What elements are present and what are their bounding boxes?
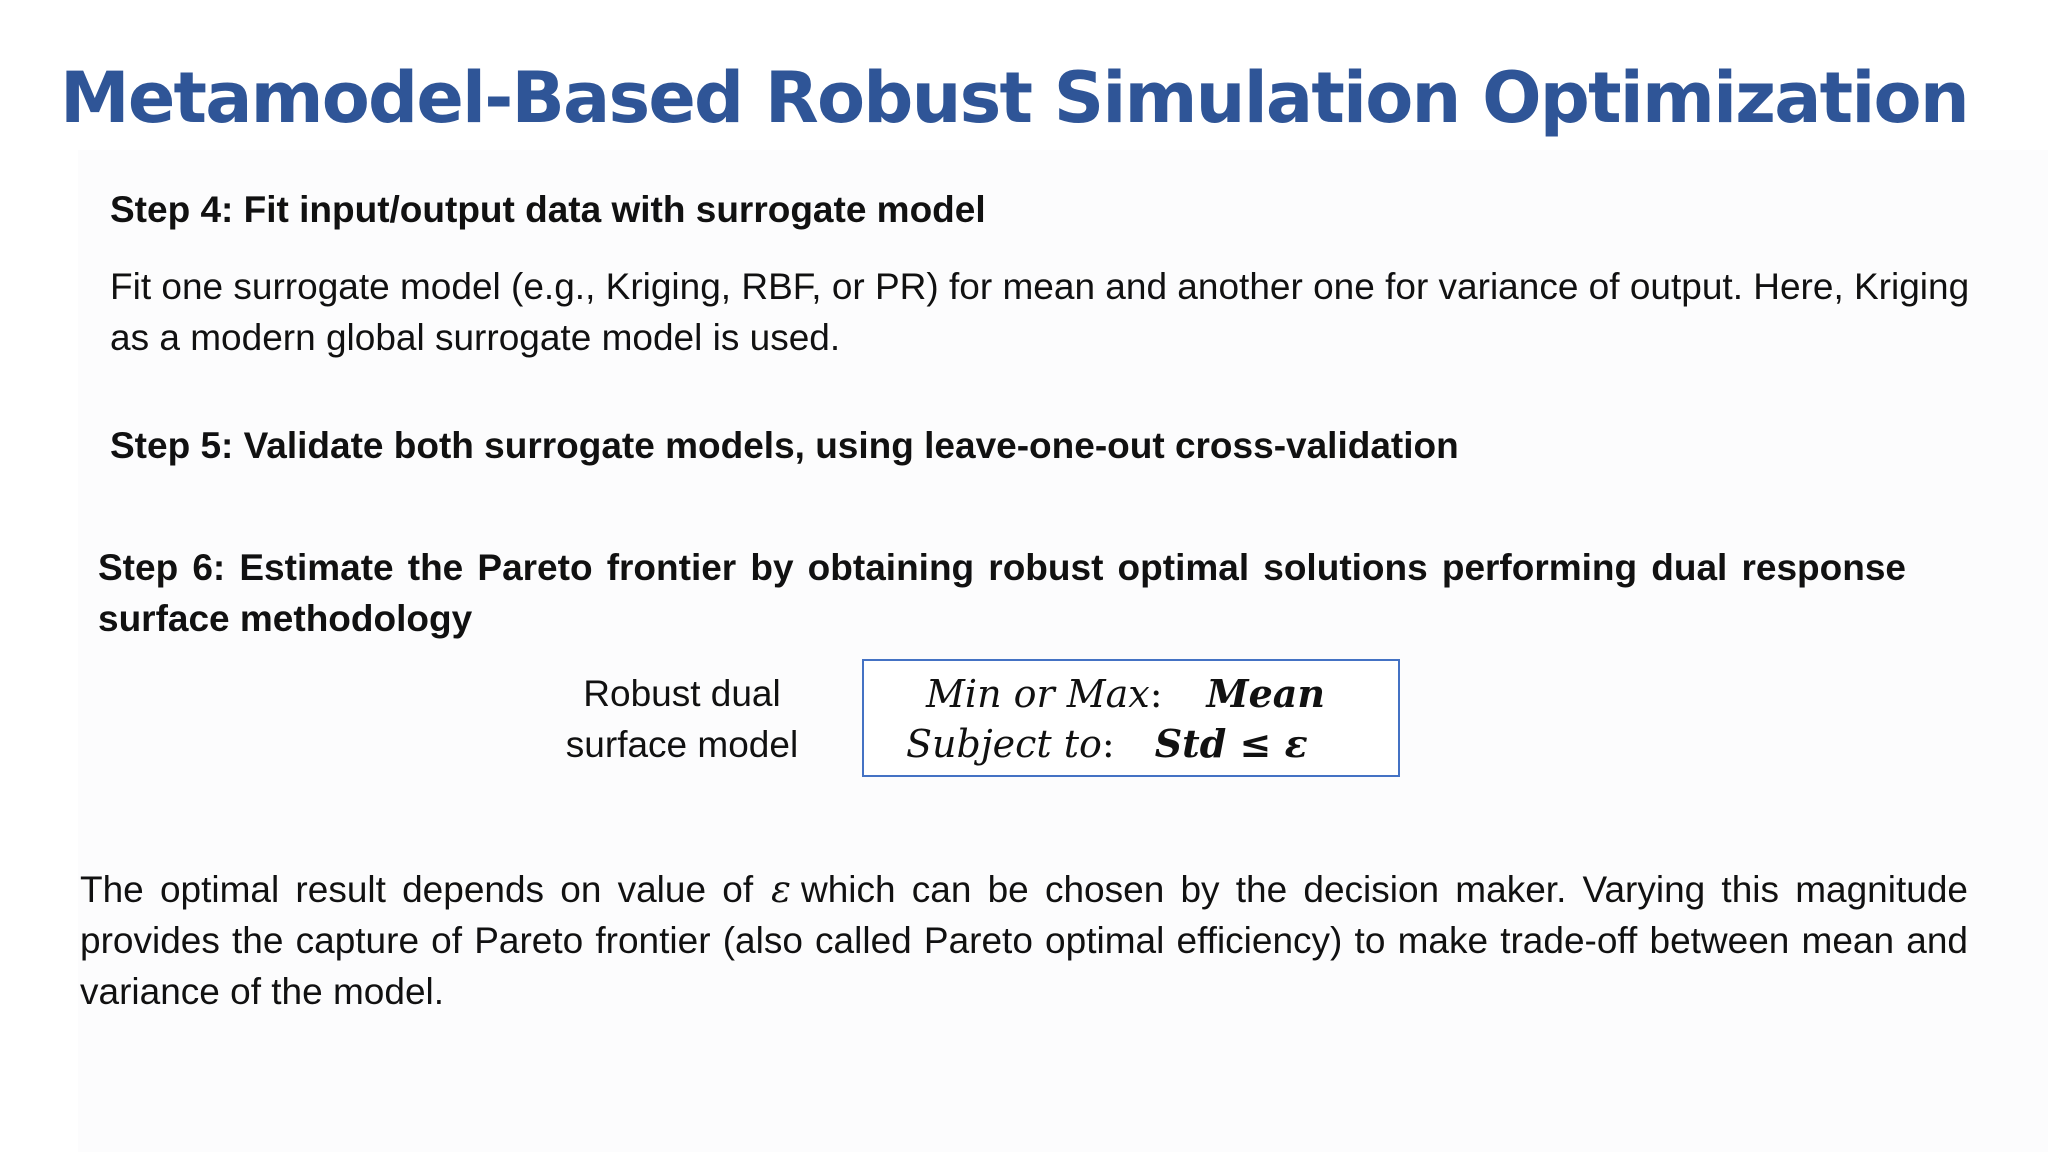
step-4-heading: Step 4: Fit input/output data with surrogate model [110,189,986,230]
constraint-expression: Std ≤ ε [1154,721,1308,766]
objective-label: Min or Max [926,672,1150,716]
epsilon-symbol: ε [771,868,791,911]
formula-constraint-line [906,720,1308,768]
model-label-line-1: Robust dual [583,673,781,714]
formula-objective-line [926,670,1325,718]
objective-expression: Mean [1206,671,1326,716]
constraint-colon: : [1101,722,1115,766]
conclusion-paragraph [80,864,1968,1017]
conclusion-text-start: The optimal result depends on value of [80,869,754,910]
step-5-heading: Step 5: Validate both surrogate models, using leave-one-out cross-validation [110,425,1459,466]
constraint-label: Subject to [906,722,1102,766]
conclusion-text-end: which can be chosen by the decision maker. Varying this magnitude provides the capture of Pareto frontier (also called Pareto optimal efficiency) to make trade-off between mean and variance of the model. [80,869,1968,1012]
formula-box [862,659,1400,777]
objective-colon: : [1149,672,1163,716]
robust-dual-surface-model-label [540,668,824,770]
slide-title: Metamodel-Based Robust Simulation Optimization [60,57,1968,139]
step-4-body: Fit one surrogate model (e.g., Kriging, RBF, or PR) for mean and another one for variance of output. Here, Kriging as a modern global surrogate model is used. [110,266,1970,358]
model-label-line-2: surface model [565,724,799,765]
step-6-heading: Step 6: Estimate the Pareto frontier by obtaining robust optimal solutions performing dual response surface methodology [98,547,1906,639]
